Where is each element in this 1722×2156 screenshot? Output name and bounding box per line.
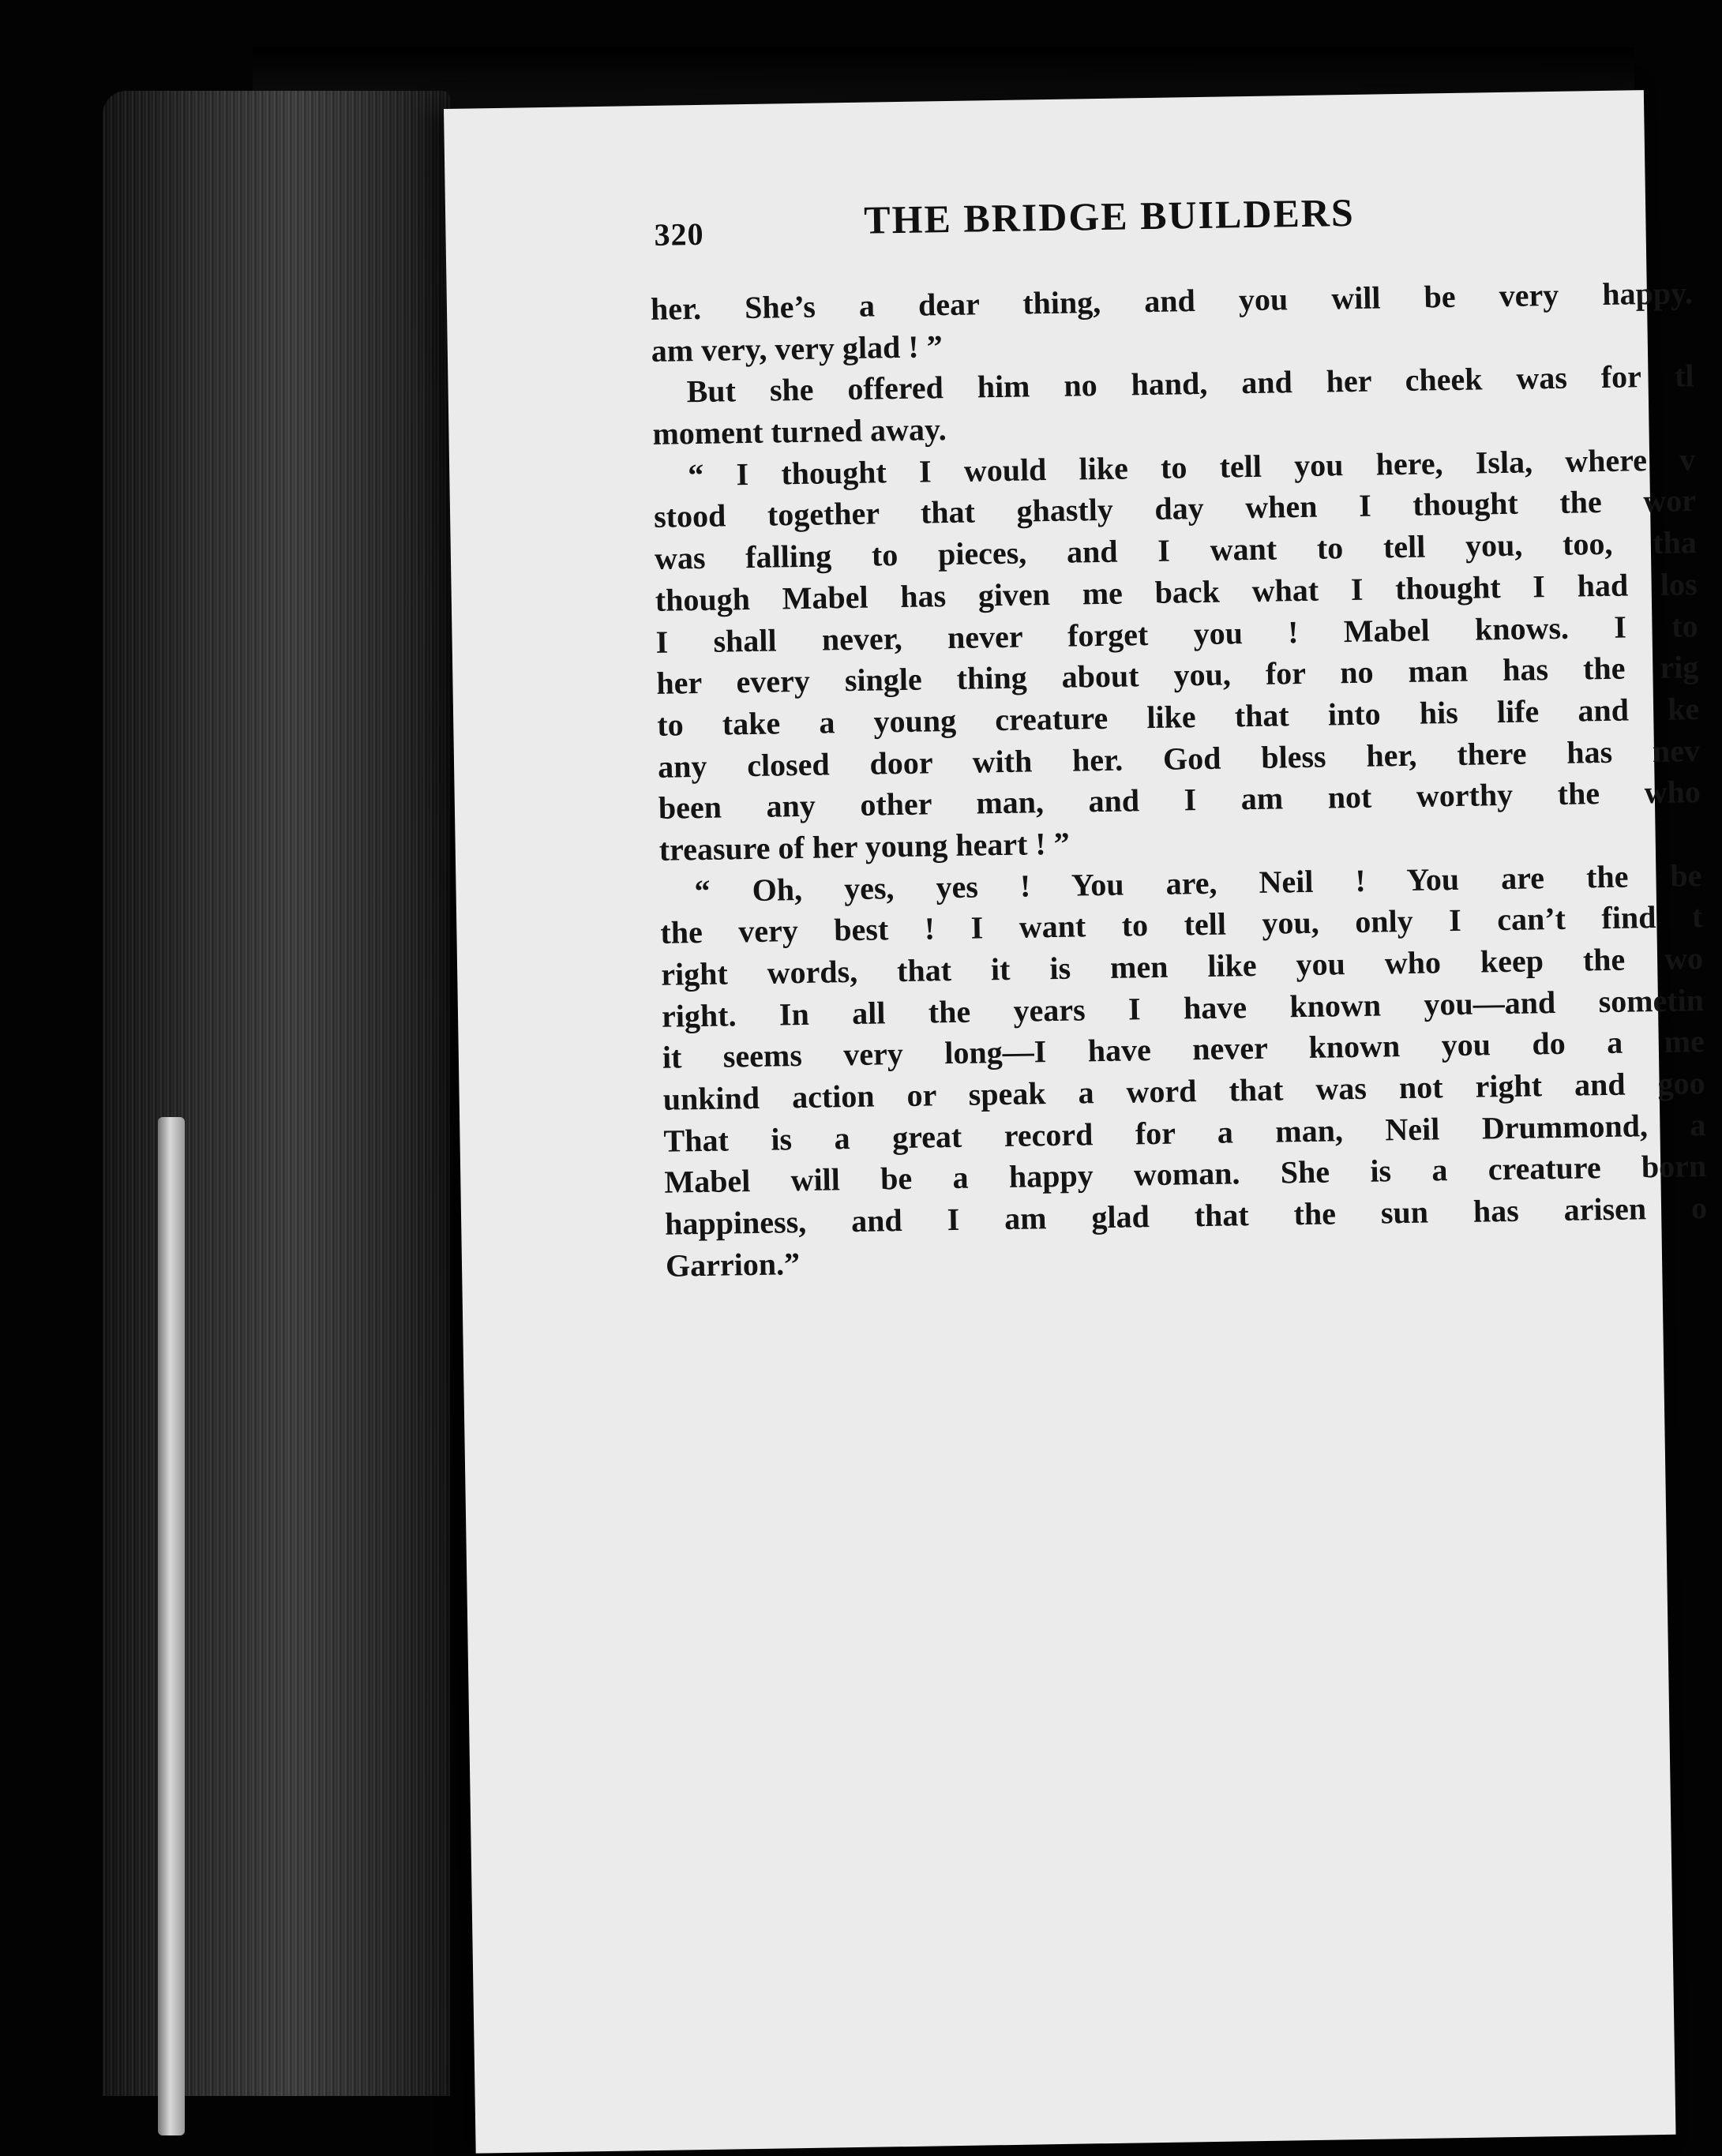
book-title: THE BRIDGE BUILDERS	[863, 189, 1356, 242]
text-line: to take a young creature like that into his life and ke	[656, 690, 1700, 743]
text-line: “ Oh, yes, yes ! You are, Neil ! You are the be	[694, 857, 1702, 909]
text-line: am very, very glad ! ”	[651, 328, 943, 369]
text-line: Mabel will be a happy woman. She is a creature born	[664, 1148, 1707, 1201]
page-number: 320	[654, 216, 704, 253]
text-line: unkind action or speak a word that was not right and goo	[662, 1065, 1705, 1117]
text-line: been any other man, and I am not worthy the who	[658, 774, 1701, 827]
text-line: moment turned away.	[652, 411, 947, 452]
body-text	[651, 272, 1709, 1287]
page-content	[649, 184, 1708, 1287]
text-line: “ I thought I would like to tell you here, Isla, where v	[687, 441, 1696, 493]
text-line: was falling to pieces, and I want to tell you, too, tha	[654, 524, 1698, 576]
book-page	[444, 90, 1708, 2154]
text-line: right. In all the years I have known you—and sometin	[661, 981, 1705, 1034]
text-line: happiness, and I am glad that the sun has arisen o	[664, 1190, 1708, 1242]
text-line: the very best ! I want to tell you, only I can’t find t	[660, 898, 1703, 951]
text-line: right words, that it is men like you who keep the wo	[660, 940, 1704, 992]
text-line: though Mabel has given me back what I thought I had los	[655, 565, 1698, 618]
text-line: But she offered him no hand, and her cheek was for tl	[686, 358, 1694, 410]
text-line: it seems very long—I have never known you do a me	[662, 1023, 1705, 1076]
book-page-edges	[103, 91, 450, 2096]
text-line: That is a great record for a man, Neil Drummond, a	[663, 1106, 1706, 1159]
text-line: any closed door with her. God bless her, there has nev	[657, 732, 1701, 785]
text-line: Garrion.”	[665, 1245, 801, 1284]
text-line: treasure of her young heart ! ”	[658, 825, 1071, 868]
text-line: her every single thing about you, for no man has the rig	[656, 649, 1699, 702]
text-line: her. She’s a dear thing, and you will be very happy.	[650, 275, 1694, 327]
text-line: stood together that ghastly day when I thought the wor	[653, 482, 1697, 535]
running-head	[649, 184, 1692, 272]
text-line: I shall never, never forget you ! Mabel knows. I to	[655, 607, 1698, 660]
